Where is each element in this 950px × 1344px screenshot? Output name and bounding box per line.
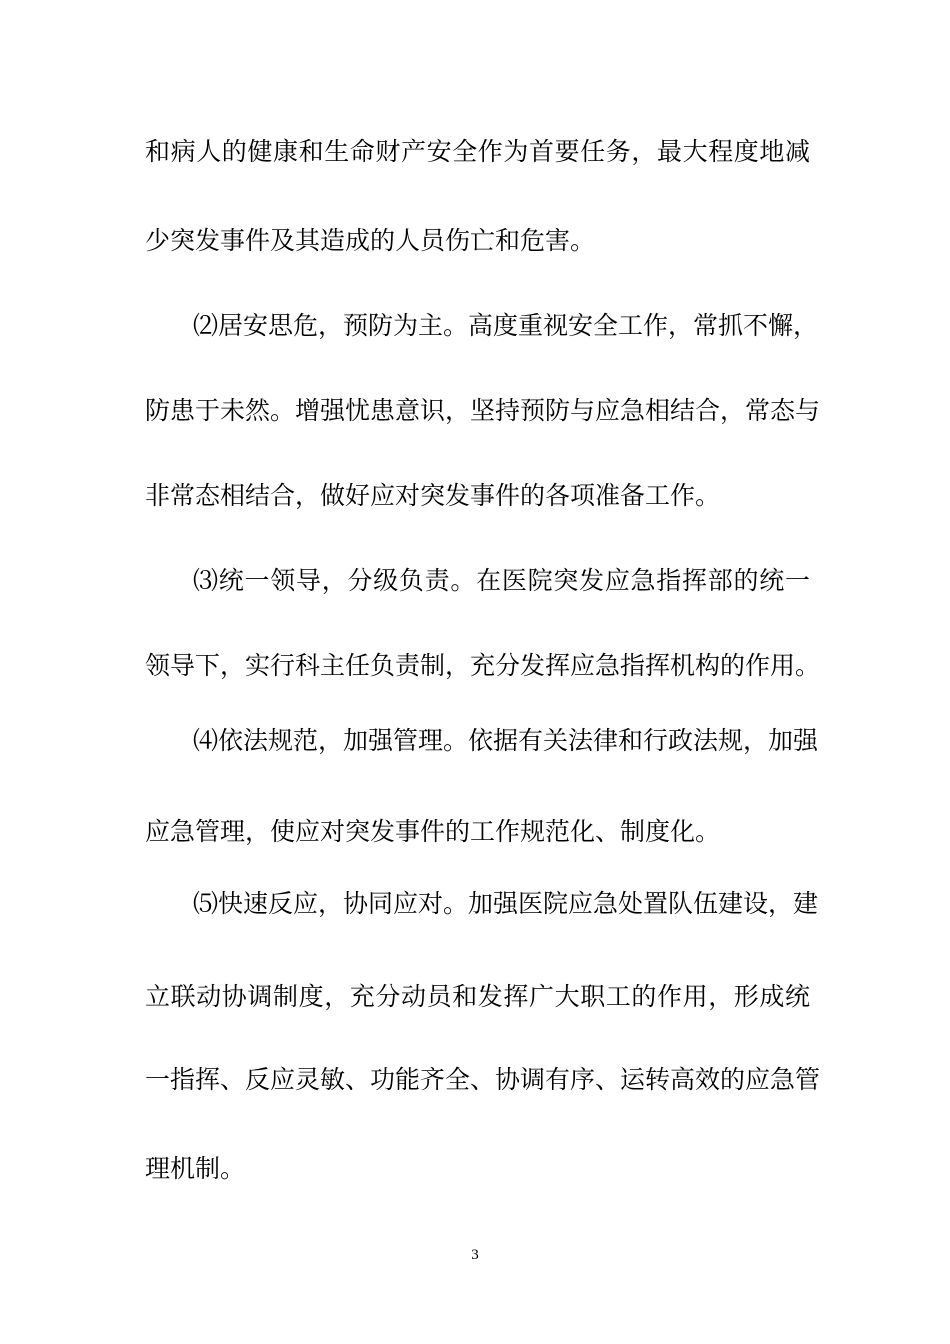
body-text-line: 立联动协调制度，充分动员和发挥广大职工的作用，形成统 [145,982,810,1011]
body-text-line: 领导下，实行科主任负责制，充分发挥应急指挥机构的作用。 [145,651,821,680]
body-text-line: 一指挥、反应灵敏、功能齐全、协调有序、运转高效的应急管 [145,1065,821,1094]
body-text-line: 少突发事件及其造成的人员伤亡和危害。 [145,226,596,255]
page-number: 3 [471,1247,479,1263]
paragraph-4-first-line: ⑷依法规范，加强管理。依据有关法律和行政法规，加强 [193,726,819,755]
body-text-line: 应急管理，使应对突发事件的工作规范化、制度化。 [145,817,721,846]
body-text-line: 和病人的健康和生命财产安全作为首要任务，最大程度地减 [145,137,810,166]
paragraph-2-first-line: ⑵居安思危，预防为主。高度重视安全工作，常抓不懈， [193,311,819,340]
body-text-line: 非常态相结合，做好应对突发事件的各项准备工作。 [145,481,721,510]
body-text-line: 防患于未然。增强忧患意识，坚持预防与应急相结合，常态与 [145,396,821,425]
body-text-line: 理机制。 [145,1154,246,1183]
paragraph-5-first-line: ⑸快速反应，协同应对。加强医院应急处置队伍建设，建 [193,889,819,918]
paragraph-3-first-line: ⑶统一领导，分级负责。在医院突发应急指挥部的统一 [193,566,810,595]
